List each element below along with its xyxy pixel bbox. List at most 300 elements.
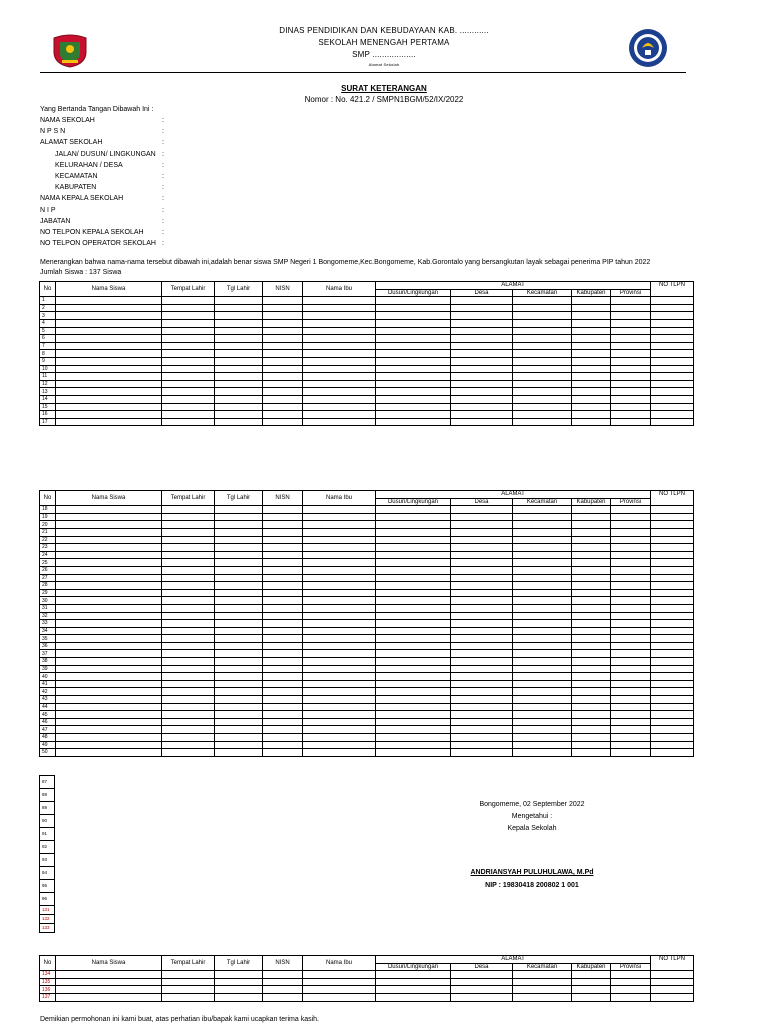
- row-number: 131: [40, 906, 55, 915]
- table-cell: [303, 544, 376, 552]
- table-cell: [162, 650, 215, 658]
- table-cell: [376, 297, 451, 305]
- table-row: [40, 373, 694, 381]
- document-title: SURAT KETERANGAN: [341, 84, 427, 93]
- table-cell: [611, 978, 651, 986]
- table-cell: [513, 612, 572, 620]
- table-cell: [56, 971, 162, 979]
- table-cell: [572, 506, 611, 514]
- school-type: SEKOLAH MENENGAH PERTAMA: [318, 38, 450, 47]
- table-cell: [513, 350, 572, 358]
- table-cell: [376, 380, 451, 388]
- table-cell: [263, 749, 303, 757]
- table-cell: [572, 403, 611, 411]
- table-cell: [651, 635, 694, 643]
- table-cell: [572, 365, 611, 373]
- table-cell: [215, 388, 263, 396]
- table-cell: [513, 665, 572, 673]
- table-cell: [56, 528, 162, 536]
- table-cell: [451, 604, 513, 612]
- row-number: 7: [40, 342, 56, 350]
- table-cell: [572, 312, 611, 320]
- col-header-mother: Nama Ibu: [303, 282, 376, 297]
- table-cell: [451, 342, 513, 350]
- table-cell: [303, 528, 376, 536]
- table-cell: [56, 411, 162, 419]
- table-cell: [651, 574, 694, 582]
- table-cell: [56, 297, 162, 305]
- table-cell: [56, 365, 162, 373]
- extra-rows-column: [39, 775, 55, 933]
- row-number: 90: [40, 815, 55, 828]
- table-cell: [376, 373, 451, 381]
- table-cell: [215, 711, 263, 719]
- table-cell: [215, 528, 263, 536]
- row-number: 91: [40, 828, 55, 841]
- extra-row: [40, 915, 55, 924]
- row-number: 95: [40, 880, 55, 893]
- table-cell: [263, 635, 303, 643]
- intro-text: Yang Bertanda Tangan Dibawah Ini :: [40, 106, 154, 113]
- table-cell: [651, 327, 694, 335]
- row-number: 137: [40, 993, 56, 1001]
- table-cell: [611, 673, 651, 681]
- table-cell: [376, 411, 451, 419]
- table-cell: [263, 620, 303, 628]
- table-cell: [56, 574, 162, 582]
- table-cell: [572, 574, 611, 582]
- table-cell: [651, 536, 694, 544]
- agency-name: DINAS PENDIDIKAN DAN KEBUDAYAAN KAB. ............: [279, 26, 489, 35]
- table-row: [40, 357, 694, 365]
- table-cell: [263, 297, 303, 305]
- table-cell: [56, 304, 162, 312]
- col-header-phone: NO TLPN: [651, 491, 694, 506]
- table-row: [40, 665, 694, 673]
- row-number: 49: [40, 741, 56, 749]
- table-cell: [451, 734, 513, 742]
- table-cell: [376, 726, 451, 734]
- row-number: 45: [40, 711, 56, 719]
- table-row: [40, 597, 694, 605]
- row-number: 33: [40, 620, 56, 628]
- table-cell: [303, 703, 376, 711]
- table-cell: [513, 635, 572, 643]
- table-cell: [651, 582, 694, 590]
- field-label: KELURAHAN / DESA: [55, 161, 123, 169]
- table-cell: [376, 319, 451, 327]
- table-cell: [651, 388, 694, 396]
- field-colon: :: [162, 150, 164, 158]
- table-cell: [215, 718, 263, 726]
- row-number: 9: [40, 357, 56, 365]
- table-cell: [215, 373, 263, 381]
- table-cell: [56, 978, 162, 986]
- table-cell: [513, 589, 572, 597]
- row-number: 24: [40, 551, 56, 559]
- table-cell: [572, 380, 611, 388]
- table-cell: [162, 688, 215, 696]
- table-cell: [263, 365, 303, 373]
- table-cell: [303, 521, 376, 529]
- table-cell: [611, 642, 651, 650]
- row-number: 47: [40, 726, 56, 734]
- table-row: [40, 350, 694, 358]
- table-cell: [376, 335, 451, 343]
- table-cell: [451, 380, 513, 388]
- table-cell: [376, 703, 451, 711]
- table-cell: [376, 627, 451, 635]
- table-cell: [651, 357, 694, 365]
- table-cell: [215, 665, 263, 673]
- table-cell: [303, 688, 376, 696]
- table-cell: [376, 544, 451, 552]
- row-number: 14: [40, 395, 56, 403]
- field-label: NO TELPON KEPALA SEKOLAH: [40, 229, 144, 236]
- table-row: [40, 612, 694, 620]
- table-cell: [376, 365, 451, 373]
- col-header-province: Provinsi: [611, 963, 651, 971]
- table-cell: [162, 993, 215, 1001]
- table-cell: [513, 680, 572, 688]
- table-cell: [572, 544, 611, 552]
- table-cell: [215, 658, 263, 666]
- table-cell: [56, 373, 162, 381]
- table-cell: [451, 327, 513, 335]
- table-cell: [611, 319, 651, 327]
- table-cell: [651, 658, 694, 666]
- table-cell: [513, 297, 572, 305]
- table-cell: [263, 536, 303, 544]
- table-cell: [303, 680, 376, 688]
- table-cell: [56, 993, 162, 1001]
- table-cell: [263, 665, 303, 673]
- table-cell: [611, 418, 651, 426]
- table-cell: [303, 335, 376, 343]
- field-label: KECAMATAN: [55, 173, 98, 180]
- table-cell: [572, 650, 611, 658]
- table-cell: [215, 312, 263, 320]
- table-cell: [263, 680, 303, 688]
- table-cell: [651, 688, 694, 696]
- table-row: [40, 650, 694, 658]
- table-cell: [376, 418, 451, 426]
- table-cell: [376, 312, 451, 320]
- table-cell: [651, 350, 694, 358]
- table-cell: [611, 604, 651, 612]
- table-cell: [303, 319, 376, 327]
- table-row: [40, 380, 694, 388]
- table-cell: [303, 749, 376, 757]
- table-cell: [56, 506, 162, 514]
- table-cell: [263, 411, 303, 419]
- table-cell: [215, 978, 263, 986]
- table-cell: [651, 703, 694, 711]
- table-cell: [303, 536, 376, 544]
- table-cell: [263, 718, 303, 726]
- table-cell: [513, 718, 572, 726]
- table-cell: [451, 971, 513, 979]
- table-cell: [303, 513, 376, 521]
- table-cell: [162, 327, 215, 335]
- table-row: [40, 551, 694, 559]
- table-row: [40, 536, 694, 544]
- table-cell: [611, 388, 651, 396]
- table-cell: [513, 411, 572, 419]
- table-cell: [451, 418, 513, 426]
- table-cell: [451, 411, 513, 419]
- table-cell: [56, 380, 162, 388]
- table-cell: [56, 627, 162, 635]
- table-cell: [303, 566, 376, 574]
- table-cell: [611, 589, 651, 597]
- table-cell: [56, 604, 162, 612]
- field-label: ALAMAT SEKOLAH: [40, 139, 103, 147]
- table-cell: [611, 403, 651, 411]
- table-cell: [56, 536, 162, 544]
- table-cell: [56, 741, 162, 749]
- row-number: 94: [40, 867, 55, 880]
- table-cell: [651, 749, 694, 757]
- table-cell: [376, 357, 451, 365]
- field-label: KABUPATEN: [55, 184, 97, 192]
- table-cell: [263, 612, 303, 620]
- table-cell: [303, 411, 376, 419]
- table-row: [40, 528, 694, 536]
- table-cell: [56, 658, 162, 666]
- table-cell: [611, 395, 651, 403]
- document-number: Nomor : No. 421.2 / SMPN1BGM/52/IX/2022: [304, 95, 464, 104]
- col-header-district: Kecamatan: [513, 963, 572, 971]
- table-cell: [451, 335, 513, 343]
- table-cell: [572, 335, 611, 343]
- table-cell: [451, 627, 513, 635]
- table-cell: [651, 528, 694, 536]
- table-cell: [611, 536, 651, 544]
- row-number: 87: [40, 776, 55, 789]
- table-cell: [162, 566, 215, 574]
- table-cell: [611, 373, 651, 381]
- table-cell: [451, 642, 513, 650]
- table-cell: [572, 718, 611, 726]
- col-header-address: ALAMAT: [376, 956, 651, 964]
- col-header-village: Desa: [451, 289, 513, 297]
- table-cell: [215, 335, 263, 343]
- table-row: [40, 582, 694, 590]
- table-row: [40, 620, 694, 628]
- field-colon: :: [162, 240, 164, 248]
- table-row: [40, 749, 694, 757]
- table-cell: [451, 365, 513, 373]
- table-cell: [451, 658, 513, 666]
- table-cell: [162, 612, 215, 620]
- field-label: JABATAN: [40, 217, 71, 225]
- table-cell: [513, 703, 572, 711]
- row-number: 12: [40, 380, 56, 388]
- table-cell: [651, 551, 694, 559]
- table-cell: [215, 536, 263, 544]
- table-cell: [162, 718, 215, 726]
- table-cell: [611, 597, 651, 605]
- row-number: 31: [40, 604, 56, 612]
- table-cell: [376, 612, 451, 620]
- table-row: [40, 319, 694, 327]
- table-cell: [56, 350, 162, 358]
- table-cell: [162, 620, 215, 628]
- table-cell: [651, 411, 694, 419]
- table-cell: [513, 986, 572, 994]
- row-number: 2: [40, 304, 56, 312]
- row-number: 23: [40, 544, 56, 552]
- table-row: [40, 734, 694, 742]
- table-cell: [56, 312, 162, 320]
- table-cell: [611, 680, 651, 688]
- table-cell: [513, 673, 572, 681]
- table-cell: [376, 978, 451, 986]
- table-cell: [611, 696, 651, 704]
- table-cell: [513, 726, 572, 734]
- table-cell: [162, 642, 215, 650]
- table-cell: [611, 986, 651, 994]
- table-cell: [651, 395, 694, 403]
- table-cell: [263, 395, 303, 403]
- table-cell: [376, 696, 451, 704]
- table-cell: [572, 726, 611, 734]
- row-number: 20: [40, 521, 56, 529]
- table-cell: [513, 513, 572, 521]
- table-cell: [513, 688, 572, 696]
- col-header-phone: NO TLPN: [651, 282, 694, 297]
- table-cell: [376, 327, 451, 335]
- table-cell: [263, 627, 303, 635]
- table-cell: [513, 978, 572, 986]
- table-cell: [611, 612, 651, 620]
- row-number: 40: [40, 673, 56, 681]
- table-cell: [303, 673, 376, 681]
- table-cell: [56, 688, 162, 696]
- table-cell: [611, 718, 651, 726]
- table-cell: [162, 741, 215, 749]
- table-cell: [303, 986, 376, 994]
- table-cell: [376, 566, 451, 574]
- col-header-regency: Kabupaten: [572, 963, 611, 971]
- table-cell: [651, 319, 694, 327]
- table-cell: [215, 304, 263, 312]
- table-cell: [611, 544, 651, 552]
- row-number: 16: [40, 411, 56, 419]
- table-cell: [513, 620, 572, 628]
- table-cell: [513, 395, 572, 403]
- table-cell: [263, 978, 303, 986]
- table-cell: [263, 650, 303, 658]
- table-cell: [56, 734, 162, 742]
- total-students: Jumlah Siswa : 137 Siswa: [40, 269, 122, 276]
- table-cell: [303, 650, 376, 658]
- table-row: [40, 574, 694, 582]
- table-row: [40, 342, 694, 350]
- table-cell: [611, 551, 651, 559]
- table-cell: [263, 544, 303, 552]
- table-cell: [513, 521, 572, 529]
- table-cell: [451, 582, 513, 590]
- row-number: 8: [40, 350, 56, 358]
- table-cell: [162, 635, 215, 643]
- field-label: NO TELPON OPERATOR SEKOLAH: [40, 240, 156, 248]
- table-cell: [651, 673, 694, 681]
- principal-role: Kepala Sekolah: [507, 825, 557, 832]
- table-cell: [263, 357, 303, 365]
- table-cell: [376, 993, 451, 1001]
- table-cell: [215, 574, 263, 582]
- field-colon: :: [162, 128, 164, 136]
- table-cell: [451, 566, 513, 574]
- table-cell: [56, 342, 162, 350]
- table-cell: [513, 993, 572, 1001]
- table-cell: [376, 642, 451, 650]
- table-cell: [611, 365, 651, 373]
- row-number: 26: [40, 566, 56, 574]
- table-cell: [611, 703, 651, 711]
- table-cell: [56, 749, 162, 757]
- table-cell: [572, 665, 611, 673]
- table-cell: [651, 680, 694, 688]
- row-number: 11: [40, 373, 56, 381]
- table-cell: [303, 357, 376, 365]
- table-cell: [451, 304, 513, 312]
- field-colon: :: [162, 139, 164, 147]
- table-row: [40, 726, 694, 734]
- table-cell: [56, 665, 162, 673]
- table-cell: [162, 365, 215, 373]
- table-row: [40, 658, 694, 666]
- table-cell: [451, 680, 513, 688]
- table-cell: [162, 388, 215, 396]
- table-row: [40, 297, 694, 305]
- table-cell: [513, 342, 572, 350]
- table-cell: [215, 589, 263, 597]
- table-cell: [572, 319, 611, 327]
- table-cell: [513, 528, 572, 536]
- table-cell: [303, 665, 376, 673]
- table-row: [40, 741, 694, 749]
- table-cell: [513, 506, 572, 514]
- table-cell: [215, 642, 263, 650]
- table-row: [40, 403, 694, 411]
- table-cell: [376, 673, 451, 681]
- table-cell: [162, 403, 215, 411]
- table-cell: [162, 357, 215, 365]
- table-cell: [215, 551, 263, 559]
- col-header-hamlet: Dusun/Lingkungan: [376, 498, 451, 506]
- table-cell: [263, 327, 303, 335]
- table-cell: [611, 574, 651, 582]
- table-cell: [303, 395, 376, 403]
- table-cell: [651, 718, 694, 726]
- closing-text: Demikian permohonan ini kami buat, atas perhatian ibu/bapak kami ucapkan terima kasih.: [40, 1016, 319, 1023]
- table-row: [40, 680, 694, 688]
- table-cell: [56, 513, 162, 521]
- col-header-hamlet: Dusun/Lingkungan: [376, 963, 451, 971]
- col-header-phone: NO TLPN: [651, 956, 694, 971]
- table-cell: [376, 688, 451, 696]
- row-number: 88: [40, 789, 55, 802]
- table-cell: [263, 559, 303, 567]
- field-colon: :: [162, 229, 164, 236]
- col-header-mother: Nama Ibu: [303, 491, 376, 506]
- col-header-province: Provinsi: [611, 498, 651, 506]
- table-cell: [376, 388, 451, 396]
- table-row: [40, 365, 694, 373]
